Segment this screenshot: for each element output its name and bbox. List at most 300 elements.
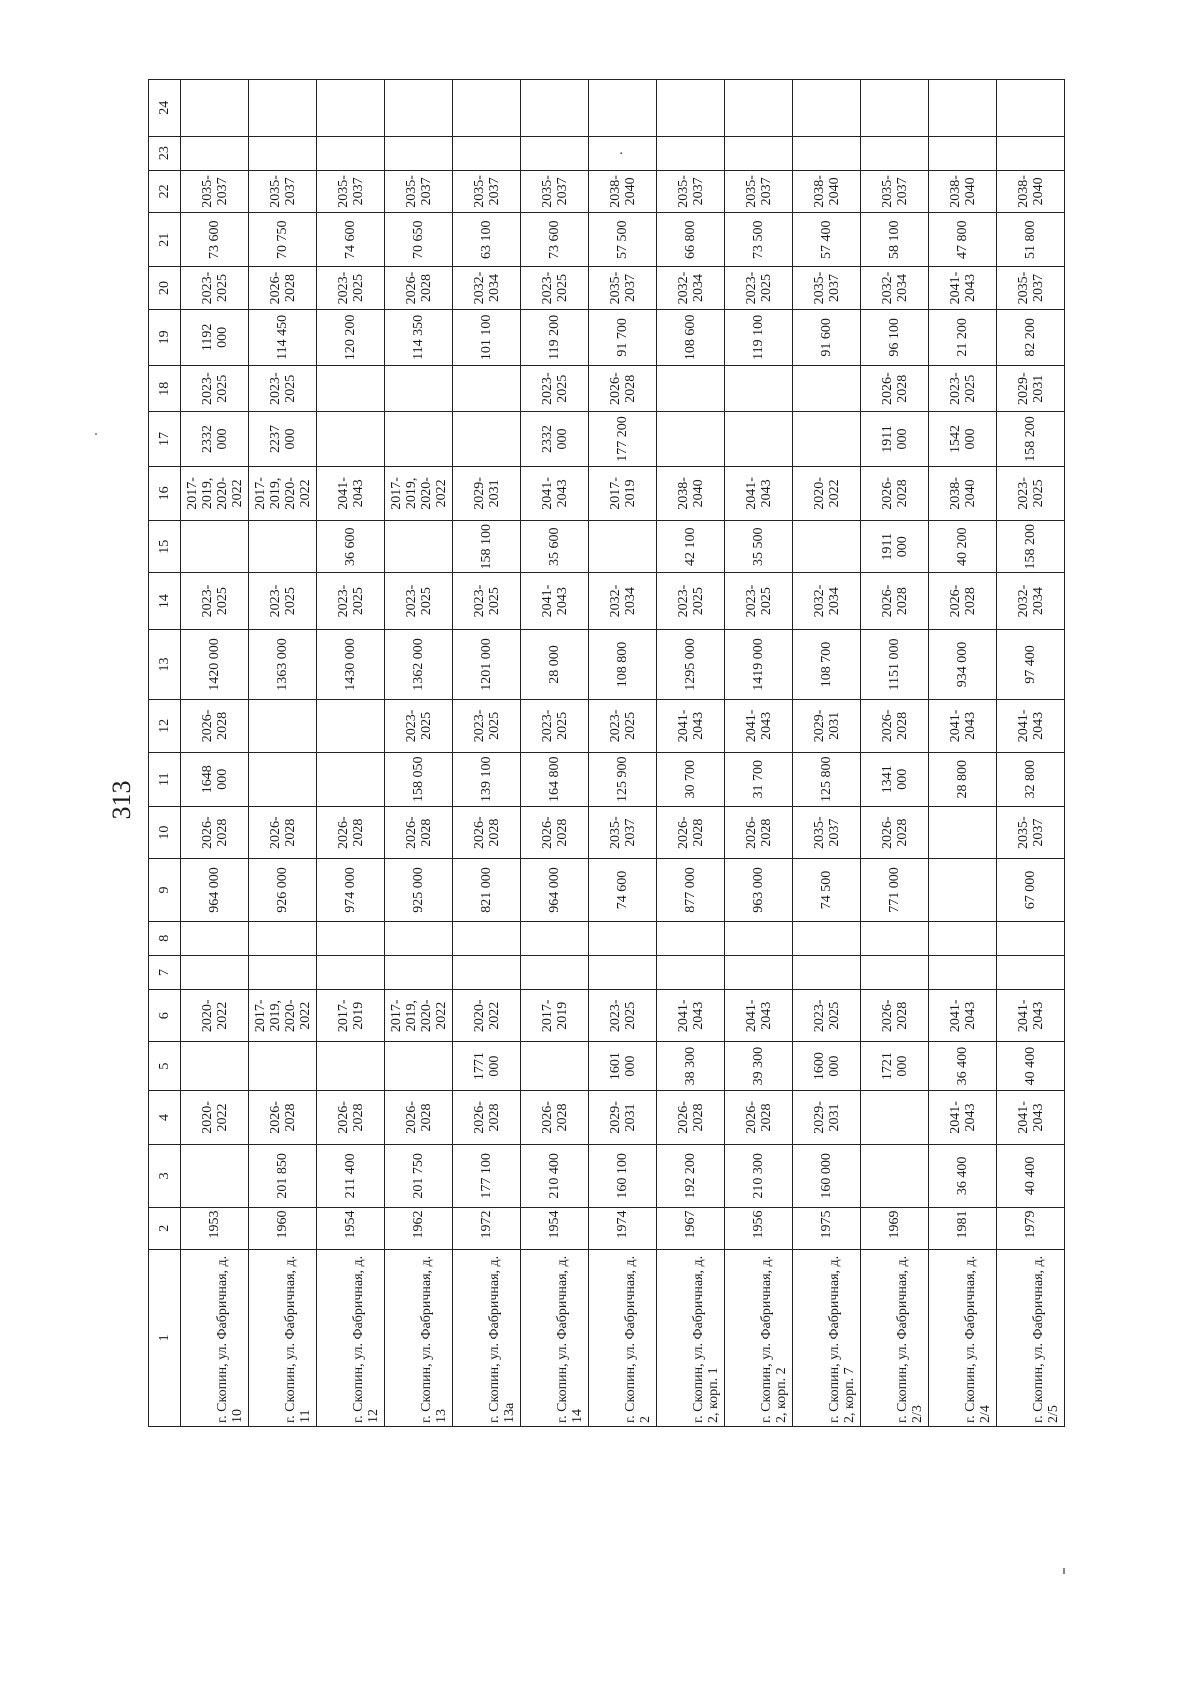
table-cell: 2020- 2022 [181, 1090, 249, 1144]
table-cell: 2035- 2037 [997, 806, 1065, 858]
table-cell: 108 600 [657, 309, 725, 365]
table-cell: 2035- 2037 [453, 170, 521, 212]
table-cell: 2032- 2034 [793, 573, 861, 629]
table-cell: 877 000 [657, 859, 725, 921]
table-cell: 1600 000 [793, 1042, 861, 1090]
scan-speck [95, 433, 97, 435]
table-cell: 36 400 [929, 1145, 997, 1207]
table-cell [725, 955, 793, 989]
table-cell: 2026- 2028 [249, 806, 317, 858]
table-cell [725, 412, 793, 466]
table-cell: 63 100 [453, 213, 521, 267]
table-cell: 2023- 2025 [317, 573, 385, 629]
table-cell [861, 1145, 929, 1207]
table-cell: 2041- 2043 [929, 267, 997, 309]
table-cell [793, 136, 861, 170]
table-cell: 2023- 2025 [385, 700, 453, 752]
table-cell: 2023- 2025 [589, 990, 657, 1042]
table-cell [453, 412, 521, 466]
table-cell [317, 921, 385, 955]
table-cell [453, 366, 521, 412]
table-cell: 2041- 2043 [929, 990, 997, 1042]
table-cell: 2041- 2043 [929, 700, 997, 752]
table-cell: 2023- 2025 [589, 700, 657, 752]
table-row [861, 80, 929, 1427]
table-cell [181, 136, 249, 170]
table-cell: 210 300 [725, 1145, 793, 1207]
column-number-2: 2 [149, 1207, 181, 1249]
table-cell: 67 000 [997, 859, 1065, 921]
table-cell: 2035- 2037 [725, 170, 793, 212]
column-number-5: 5 [149, 1042, 181, 1090]
table-cell: 821 000 [453, 859, 521, 921]
table-cell: 177 200 [589, 412, 657, 466]
table-cell [997, 921, 1065, 955]
table-cell: 2035- 2037 [793, 267, 861, 309]
table-cell: 2026- 2028 [317, 1090, 385, 1144]
table-cell: 1721 000 [861, 1042, 929, 1090]
table-cell: 926 000 [249, 859, 317, 921]
table-cell: 2032- 2034 [589, 573, 657, 629]
table-cell: 125 900 [589, 752, 657, 806]
table-cell: 2038- 2040 [793, 170, 861, 212]
table-cell: 35 500 [725, 521, 793, 573]
table-cell: 36 400 [929, 1042, 997, 1090]
table-cell [317, 700, 385, 752]
table-cell [249, 80, 317, 137]
table-cell: 2038- 2040 [589, 170, 657, 212]
table-cell: 38 300 [657, 1042, 725, 1090]
table-cell: 2023- 2025 [249, 366, 317, 412]
table-cell: 108 800 [589, 629, 657, 699]
column-number-10: 10 [149, 806, 181, 858]
table-cell: 47 800 [929, 213, 997, 267]
table-cell: 1362 000 [385, 629, 453, 699]
table-cell: 2017- 2019, 2020- 2022 [249, 990, 317, 1042]
table-cell: 158 200 [997, 412, 1065, 466]
table-cell: 160 000 [793, 1145, 861, 1207]
table-cell [521, 1042, 589, 1090]
column-number-1: 1 [149, 1249, 181, 1426]
column-number-11: 11 [149, 752, 181, 806]
table-cell: 36 600 [317, 521, 385, 573]
table-cell: 201 750 [385, 1145, 453, 1207]
table-cell: 119 200 [521, 309, 589, 365]
table-cell: 2035- 2037 [793, 806, 861, 858]
table-cell [385, 80, 453, 137]
table-cell: 96 100 [861, 309, 929, 365]
table-cell: 1201 000 [453, 629, 521, 699]
table-cell: 2026- 2028 [317, 806, 385, 858]
table-cell: 2032- 2034 [861, 267, 929, 309]
table-cell: 2032- 2034 [453, 267, 521, 309]
table-cell: 164 800 [521, 752, 589, 806]
table-cell: 2023- 2025 [385, 573, 453, 629]
table-cell [317, 412, 385, 466]
column-number-19: 19 [149, 309, 181, 365]
table-cell: 2041- 2043 [521, 466, 589, 520]
column-number-21: 21 [149, 213, 181, 267]
table-cell: 42 100 [657, 521, 725, 573]
table-cell: 21 200 [929, 309, 997, 365]
table-cell: 39 300 [725, 1042, 793, 1090]
table-cell [453, 136, 521, 170]
table-cell: 1960 [249, 1207, 317, 1249]
table-cell: 2029- 2031 [793, 1090, 861, 1144]
table-cell: 2026- 2028 [249, 267, 317, 309]
table-cell: 1956 [725, 1207, 793, 1249]
table-cell [725, 80, 793, 137]
table-cell: 2026- 2028 [385, 1090, 453, 1144]
table-row [453, 80, 521, 1427]
table-cell: 934 000 [929, 629, 997, 699]
table-cell: 2041- 2043 [657, 700, 725, 752]
table-cell: 70 750 [249, 213, 317, 267]
table-cell: 2023- 2025 [997, 466, 1065, 520]
table-cell: 974 000 [317, 859, 385, 921]
table-cell [929, 955, 997, 989]
table-cell: 73 500 [725, 213, 793, 267]
table-cell: 70 650 [385, 213, 453, 267]
table-cell: 925 000 [385, 859, 453, 921]
column-number-24: 24 [149, 80, 181, 137]
table-cell [929, 136, 997, 170]
table-cell: 1981 [929, 1207, 997, 1249]
table-cell: 28 000 [521, 629, 589, 699]
table-cell: 2032- 2034 [657, 267, 725, 309]
table-row [385, 80, 453, 1427]
table-cell: 2026- 2028 [385, 806, 453, 858]
table-cell [317, 1042, 385, 1090]
table-cell: 2017- 2019, 2020- 2022 [181, 466, 249, 520]
table-cell: 1542 000 [929, 412, 997, 466]
address-cell: г. Скопин, ул. Фабричная, д. 13 [385, 1249, 453, 1426]
table-cell: 31 700 [725, 752, 793, 806]
table-row [997, 80, 1065, 1427]
table-cell [181, 1042, 249, 1090]
table-cell: 2029- 2031 [589, 1090, 657, 1144]
table-cell [249, 921, 317, 955]
table-cell: 2035- 2037 [589, 806, 657, 858]
table-cell [385, 921, 453, 955]
table-cell: 2023- 2025 [317, 267, 385, 309]
table-cell: 40 400 [997, 1042, 1065, 1090]
table-cell [861, 80, 929, 137]
table-cell: 1419 000 [725, 629, 793, 699]
column-number-4: 4 [149, 1090, 181, 1144]
table-cell [793, 921, 861, 955]
table-cell: 2035- 2037 [997, 267, 1065, 309]
table-cell: 2041- 2043 [929, 1090, 997, 1144]
table-cell: 2023- 2025 [181, 573, 249, 629]
table-cell: 1972 [453, 1207, 521, 1249]
table-cell [453, 955, 521, 989]
table-cell: 57 500 [589, 213, 657, 267]
address-cell: г. Скопин, ул. Фабричная, д. 2/5 [997, 1249, 1065, 1426]
table-cell: 210 400 [521, 1145, 589, 1207]
table-cell [929, 80, 997, 137]
table-cell: 2023- 2025 [521, 700, 589, 752]
table-cell [317, 366, 385, 412]
table-cell [249, 136, 317, 170]
table-cell: 1954 [521, 1207, 589, 1249]
table-cell [589, 80, 657, 137]
table-cell: 2041- 2043 [657, 990, 725, 1042]
page-number: 313 [107, 780, 136, 820]
table-cell: 30 700 [657, 752, 725, 806]
table-cell: 192 200 [657, 1145, 725, 1207]
column-number-16: 16 [149, 466, 181, 520]
data-table [148, 79, 1065, 1427]
table-cell: · [589, 136, 657, 170]
table-cell: 82 200 [997, 309, 1065, 365]
table-cell [317, 80, 385, 137]
table-cell: 1601 000 [589, 1042, 657, 1090]
table-cell [793, 412, 861, 466]
table-cell: 2020- 2022 [453, 990, 521, 1042]
column-number-13: 13 [149, 629, 181, 699]
table-cell: 2332 000 [521, 412, 589, 466]
table-cell: 2020- 2022 [793, 466, 861, 520]
address-cell: г. Скопин, ул. Фабричная, д. 14 [521, 1249, 589, 1426]
table-cell: 57 400 [793, 213, 861, 267]
table-cell: 2023- 2025 [793, 990, 861, 1042]
table-cell: 2041- 2043 [997, 990, 1065, 1042]
table-cell: 2023- 2025 [725, 573, 793, 629]
table-cell: 2035- 2037 [317, 170, 385, 212]
table-cell: 2026- 2028 [589, 366, 657, 412]
table-cell: 2023- 2025 [657, 573, 725, 629]
table-row [521, 80, 589, 1427]
table-cell: 91 700 [589, 309, 657, 365]
table-cell: 119 100 [725, 309, 793, 365]
table-row [181, 80, 249, 1427]
table-cell: 2038- 2040 [997, 170, 1065, 212]
table-cell: 2026- 2028 [861, 806, 929, 858]
address-cell: г. Скопин, ул. Фабричная, д. 2/4 [929, 1249, 997, 1426]
table-cell [317, 752, 385, 806]
table-cell: 1975 [793, 1207, 861, 1249]
table-cell: 1974 [589, 1207, 657, 1249]
table-cell [385, 955, 453, 989]
table-row [589, 80, 657, 1427]
column-number-8: 8 [149, 921, 181, 955]
table-cell: 2023- 2025 [725, 267, 793, 309]
table-cell: 2023- 2025 [453, 573, 521, 629]
table-cell: 35 600 [521, 521, 589, 573]
table-cell: 2026- 2028 [249, 1090, 317, 1144]
table-cell: 771 000 [861, 859, 929, 921]
table-cell [249, 752, 317, 806]
table-cell: 2035- 2037 [521, 170, 589, 212]
table-cell: 2041- 2043 [997, 700, 1065, 752]
table-cell: 1430 000 [317, 629, 385, 699]
table-cell: 158 050 [385, 752, 453, 806]
table-cell: 74 600 [317, 213, 385, 267]
table-cell [997, 136, 1065, 170]
table-cell [181, 921, 249, 955]
table-cell: 2026- 2028 [385, 267, 453, 309]
table-cell: 58 100 [861, 213, 929, 267]
column-number-18: 18 [149, 366, 181, 412]
address-cell: г. Скопин, ул. Фабричная, д. 11 [249, 1249, 317, 1426]
table-cell [793, 955, 861, 989]
column-number-17: 17 [149, 412, 181, 466]
table-cell [453, 921, 521, 955]
table-cell: 2023- 2025 [181, 267, 249, 309]
table-cell: 160 100 [589, 1145, 657, 1207]
table-cell [725, 366, 793, 412]
table-cell: 2035- 2037 [657, 170, 725, 212]
table-cell: 74 500 [793, 859, 861, 921]
table-cell: 125 800 [793, 752, 861, 806]
column-number-row [149, 80, 181, 1427]
table-cell [657, 955, 725, 989]
table-cell [725, 136, 793, 170]
table-cell: 2029- 2031 [997, 366, 1065, 412]
table-cell: 201 850 [249, 1145, 317, 1207]
table-cell: 1911 000 [861, 521, 929, 573]
table-cell [657, 136, 725, 170]
table-cell [657, 80, 725, 137]
column-number-14: 14 [149, 573, 181, 629]
table-row [725, 80, 793, 1427]
table-cell: 2026- 2028 [861, 466, 929, 520]
table-cell [589, 921, 657, 955]
table-cell: 1969 [861, 1207, 929, 1249]
table-cell [861, 1090, 929, 1144]
table-cell: 2041- 2043 [725, 990, 793, 1042]
table-cell [997, 80, 1065, 137]
table-cell [861, 136, 929, 170]
column-number-23: 23 [149, 136, 181, 170]
table-cell [385, 1042, 453, 1090]
column-number-12: 12 [149, 700, 181, 752]
table-cell: 964 000 [181, 859, 249, 921]
table-cell: 1648 000 [181, 752, 249, 806]
table-cell: 2041- 2043 [521, 573, 589, 629]
table-cell [249, 700, 317, 752]
table-cell: 73 600 [521, 213, 589, 267]
table-cell: 2041- 2043 [997, 1090, 1065, 1144]
table-cell [181, 80, 249, 137]
table-cell [317, 136, 385, 170]
column-number-9: 9 [149, 859, 181, 921]
table-cell [929, 859, 997, 921]
table-cell: 74 600 [589, 859, 657, 921]
table-cell: 1295 000 [657, 629, 725, 699]
table-cell: 2026- 2028 [725, 1090, 793, 1144]
column-number-6: 6 [149, 990, 181, 1042]
address-cell: г. Скопин, ул. Фабричная, д. 12 [317, 1249, 385, 1426]
table-cell: 2023- 2025 [929, 366, 997, 412]
table-cell: 2041- 2043 [317, 466, 385, 520]
table-cell: 28 800 [929, 752, 997, 806]
table-cell: 1192 000 [181, 309, 249, 365]
table-cell: 2035- 2037 [861, 170, 929, 212]
table-cell: 73 600 [181, 213, 249, 267]
table-cell [249, 1042, 317, 1090]
table-cell [521, 80, 589, 137]
table-cell [385, 412, 453, 466]
table-cell: 114 350 [385, 309, 453, 365]
column-number-7: 7 [149, 955, 181, 989]
column-number-15: 15 [149, 521, 181, 573]
table-cell: 2026- 2028 [861, 366, 929, 412]
address-cell: г. Скопин, ул. Фабричная, д. 2, корп. 2 [725, 1249, 793, 1426]
table-cell: 2035- 2037 [181, 170, 249, 212]
table-cell: 2023- 2025 [521, 366, 589, 412]
table-cell [181, 1145, 249, 1207]
table-cell [657, 921, 725, 955]
table-cell: 2026- 2028 [725, 806, 793, 858]
table-cell: 2332 000 [181, 412, 249, 466]
address-cell: г. Скопин, ул. Фабричная, д. 2/3 [861, 1249, 929, 1426]
table-cell: 2017- 2019 [317, 990, 385, 1042]
table-cell: 1341 000 [861, 752, 929, 806]
table-row [657, 80, 725, 1427]
table-cell: 2029- 2031 [793, 700, 861, 752]
table-cell: 66 800 [657, 213, 725, 267]
table-body [181, 80, 1065, 1427]
table-row [317, 80, 385, 1427]
table-row [793, 80, 861, 1427]
table-cell: 2041- 2043 [725, 466, 793, 520]
table-cell [249, 521, 317, 573]
table-cell: 2026- 2028 [861, 700, 929, 752]
address-cell: г. Скопин, ул. Фабричная, д. 13а [453, 1249, 521, 1426]
scan-speck [1063, 1568, 1065, 1574]
table-frame [148, 79, 1064, 1427]
table-cell [385, 521, 453, 573]
table-cell: 2237 000 [249, 412, 317, 466]
table-cell [861, 921, 929, 955]
table-cell [453, 80, 521, 137]
column-number-20: 20 [149, 267, 181, 309]
table-cell: 1771 000 [453, 1042, 521, 1090]
table-cell: 158 100 [453, 521, 521, 573]
table-cell [521, 136, 589, 170]
table-cell: 2026- 2028 [521, 1090, 589, 1144]
table-cell [793, 366, 861, 412]
table-row [929, 80, 997, 1427]
table-cell: 51 800 [997, 213, 1065, 267]
table-cell: 1967 [657, 1207, 725, 1249]
table-cell: 40 400 [997, 1145, 1065, 1207]
table-cell [589, 521, 657, 573]
table-cell [317, 955, 385, 989]
table-cell [793, 80, 861, 137]
table-cell: 1363 000 [249, 629, 317, 699]
table-cell [385, 136, 453, 170]
table-cell [657, 412, 725, 466]
table-cell: 2026- 2028 [657, 806, 725, 858]
table-cell: 1979 [997, 1207, 1065, 1249]
table-cell: 2029- 2031 [453, 466, 521, 520]
table-cell [385, 366, 453, 412]
table-cell [521, 955, 589, 989]
table-cell: 211 400 [317, 1145, 385, 1207]
table-cell: 2032- 2034 [997, 573, 1065, 629]
table-cell: 2026- 2028 [929, 573, 997, 629]
table-cell [929, 806, 997, 858]
table-cell [929, 921, 997, 955]
table-cell: 2035- 2037 [249, 170, 317, 212]
table-cell: 2017- 2019 [589, 466, 657, 520]
table-cell: 963 000 [725, 859, 793, 921]
table-cell: 2017- 2019, 2020- 2022 [385, 466, 453, 520]
table-cell [725, 921, 793, 955]
